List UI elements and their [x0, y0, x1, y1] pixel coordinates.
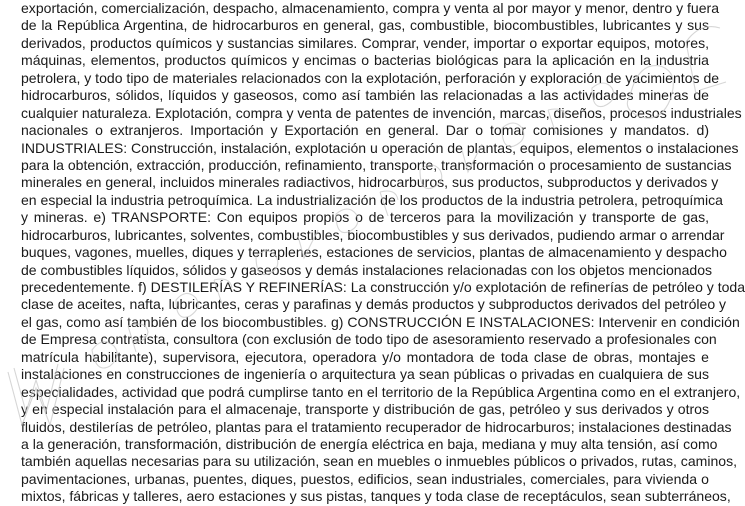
- text-line: máquinas, elementos, productos químicos y encimas o bacterias biológicas para la aplicación en la industria: [21, 52, 709, 69]
- text-line: y mineras. e) TRANSPORTE: Con equipos propios o de terceros para la movilización y transporte de gas,: [21, 209, 709, 226]
- text-line: en especial la industria petroquímica. La industrialización de los productos de la industria petrolera, petroquímica: [21, 191, 723, 208]
- text-line: también aquellas necesarias para su utilización, sean en muebles o inmuebles públicos o privados, rutas, caminos,: [21, 453, 738, 470]
- text-line: de la República Argentina, de hidrocarburos en general, gas, combustible, biocombustibles, lubricantes y sus: [21, 17, 709, 34]
- text-line: clase de aceites, nafta, lubricantes, ceras y parafinas y demás productos y subproductos derivados del petróleo y: [21, 296, 727, 313]
- text-line: pavimentaciones, urbanas, puentes, diques, puestos, edificios, sean industriales, comerciales, para vivienda o: [21, 470, 709, 487]
- text-line: especialidades, actividad que podrá cumplirse tanto en el territorio de la República Argentina como en el extranjero,: [21, 383, 741, 400]
- text-line: buques, vagones, muelles, diques y terraplenes, estaciones de servicios, plantas de almacenamiento y despacho: [21, 244, 727, 261]
- text-line: hidrocarburos, lubricantes, solventes, combustibles, biocombustibles y sus derivados, pudiendo armar o arrendar: [21, 226, 725, 243]
- document-body: [21, 0, 745, 506]
- text-line: mixtos, fábricas y talleres, aero estaciones y sus pistas, tanques y toda clase de receptáculos, sean subterráneos,: [21, 488, 731, 505]
- text-line: de combustibles líquidos, sólidos y gaseosos y demás instalaciones relacionadas con los objetos mencionados: [21, 261, 713, 278]
- text-line: nacionales o extranjeros. Importación y Exportación en general. Dar o tomar comisiones y mandatos. d): [21, 122, 709, 139]
- text-line: minerales en general, incluidos minerales radiactivos, hidrocarburos, sus productos, subproductos y derivados y: [21, 174, 719, 191]
- text-line: cualquier naturaleza. Explotación, compra y venta de patentes de invención, marcas, diseños, procesos industriales: [21, 104, 742, 121]
- text-line: INDUSTRIALES: Construcción, instalación, explotación u operación de plantas, equipos, elementos o instalaciones: [21, 139, 739, 156]
- text-line: instalaciones en construcciones de ingeniería o arquitectura ya sean públicas o privadas en cualquiera de sus: [21, 366, 709, 383]
- text-line: de Empresa contratista, consultora (con exclusión de todo tipo de asesoramiento reservado a profesionales con: [21, 331, 717, 348]
- text-line: y en especial instalación para el almacenaje, transporte y distribución de gas, petróleo y sus derivados y otros: [21, 401, 709, 418]
- text-line: petrolera, y todo tipo de materiales relacionados con la explotación, perforación y exploración de yacimientos de: [21, 69, 720, 86]
- text-line: matrícula habilitante), supervisora, ejecutora, operadora y/o montadora de toda clase de obras, montajes e: [21, 348, 709, 365]
- text-line: para la obtención, extracción, producción, refinamiento, transporte, transformación o procesamiento de sustancias: [21, 156, 732, 173]
- text-line: hidrocarburos, sólidos, líquidos y gaseosos, como así también las relacionadas a las actividades mineras de: [21, 87, 709, 104]
- text-line: fluidos, destilerías de petróleo, plantas para el tratamiento recuperador de hidrocarburos; instalaciones destinadas: [21, 418, 732, 435]
- text-line: exportación, comercialización, despacho, almacenamiento, compra y venta al por mayor y menor, dentro y fuera: [21, 0, 720, 16]
- text-line: el gas, como así también de los biocombustibles. g) CONSTRUCCIÓN E INSTALACIONES: Intervenir en condición: [21, 313, 740, 330]
- text-line: derivados, productos químicos y sustancias similares. Comprar, vender, importar o exportar equipos, motores,: [21, 34, 709, 51]
- text-line: precedentemente. f) DESTILERÍAS Y REFINERÍAS: La construcción y/o explotación de refinerías de petróleo y toda: [21, 279, 745, 295]
- text-line: a la generación, transformación, distribución de energía eléctrica en baja, mediana y muy alta tensión, así como: [21, 435, 718, 452]
